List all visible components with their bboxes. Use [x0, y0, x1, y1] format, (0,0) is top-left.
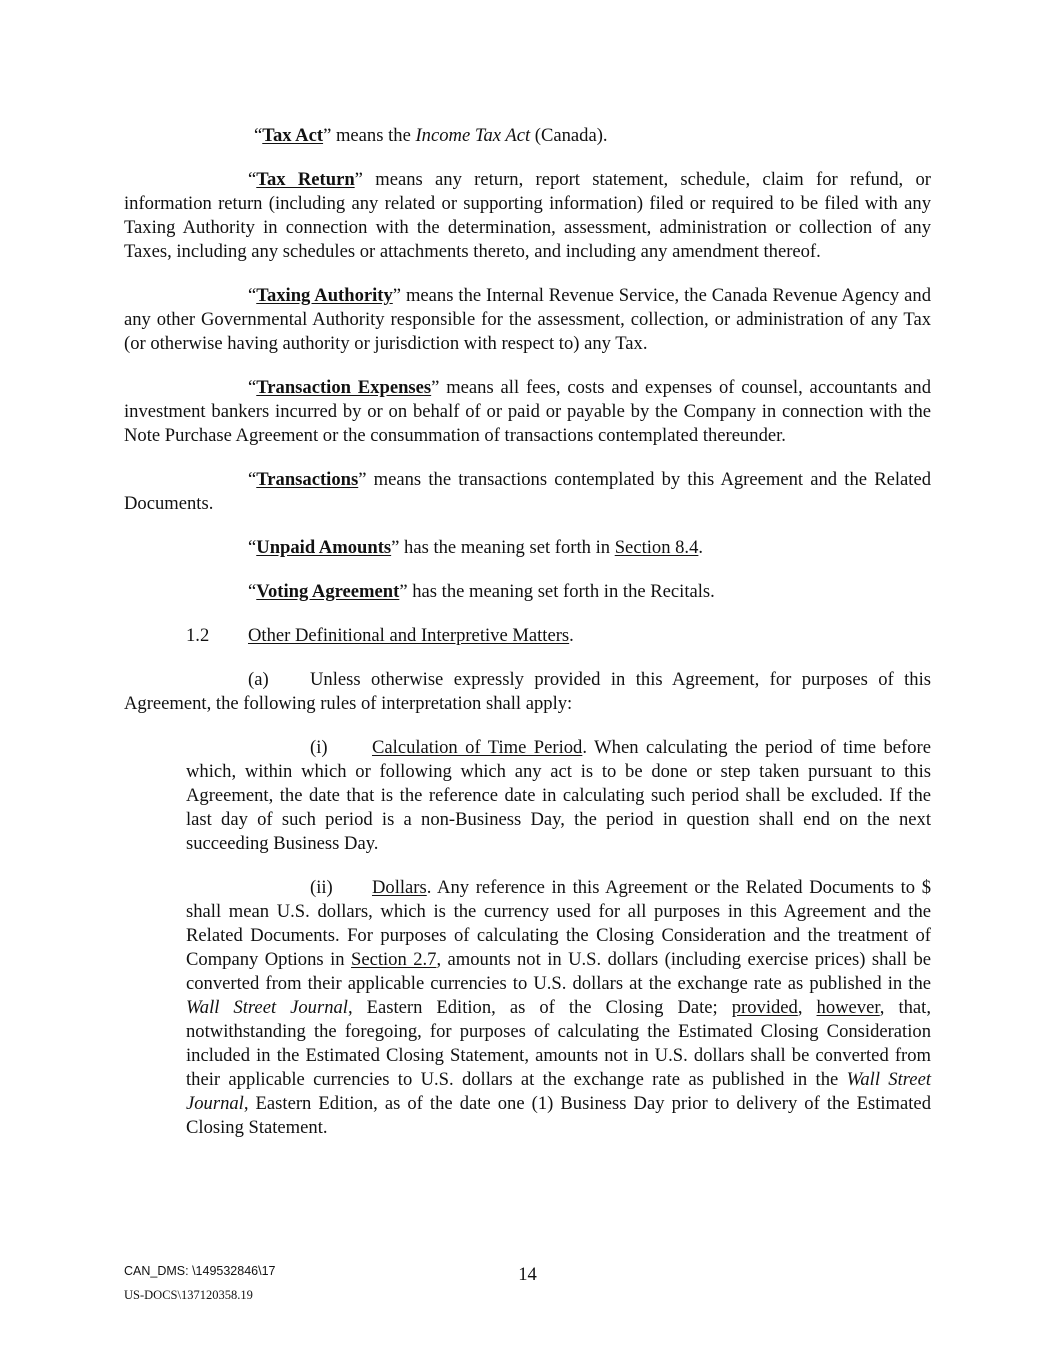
clause-heading: Dollars: [372, 877, 427, 898]
proviso-term: provided: [731, 997, 798, 1018]
subsection-label: (a): [248, 669, 269, 690]
publication-name: Wall Street Journal: [186, 1069, 931, 1114]
definition-tax-act: “Tax Act” means the Income Tax Act (Canada).: [254, 125, 608, 146]
definition-taxing-authority: “Taxing Authority” means the Internal Revenue Service, the Canada Revenue Agency and any other Governmental Authority responsible for the assessment, collection, or administration of any Tax (or otherwise having authority or jurisdiction with respect to) any Tax.: [124, 285, 931, 354]
defined-term: Voting Agreement: [256, 581, 400, 602]
definition-tax-return: “Tax Return” means any return, report statement, schedule, claim for refund, or information return (including any related or supporting information) filed or required to be filed with any Taxing Authority in connection with the determination, assessment, administration or collection of any Taxes, including any schedules or attachments thereto, and including any amendment thereof.: [124, 169, 931, 262]
proviso-term: however: [816, 997, 880, 1018]
document-body: [124, 124, 931, 1140]
definition-transactions: “Transactions” means the transactions contemplated by this Agreement and the Related Documents.: [124, 469, 931, 514]
section-heading-1-2: 1.2 Other Definitional and Interpretive Matters.: [186, 625, 574, 646]
section-title: Other Definitional and Interpretive Matters: [248, 625, 570, 646]
page-number: 14: [518, 1264, 537, 1285]
section-reference-link[interactable]: Section 2.7: [350, 949, 437, 970]
definition-voting-agreement: “Voting Agreement” has the meaning set forth in the Recitals.: [248, 581, 715, 602]
defined-term: Taxing Authority: [256, 285, 393, 306]
section-number: 1.2: [186, 625, 210, 646]
clause-i: (i) Calculation of Time Period. When calculating the period of time before which, within which or following which any act is to be done or step taken pursuant to this Agreement, the date that is the reference date in calculating such period shall be excluded. If the last day of such period is a non-Business Day, the period in question shall end on the next succeeding Business Day.: [186, 737, 931, 854]
defined-term: Tax Act: [262, 125, 324, 146]
clause-ii: (ii) Dollars. Any reference in this Agreement or the Related Documents to $ shall mean U.S. dollars, which is the currency used for all purposes in this Agreement and the Related Documents. For purposes of calculating the Closing Consideration and the treatment of Company Options in Section 2.7, amounts not in U.S. dollars (including exercise prices) shall be converted from their applicable currencies to U.S. dollars at the exchange rate as published in the Wall Street Journal, Eastern Edition, as of the Closing Date; provided, however, that, notwithstanding the foregoing, for purposes of calculating the Estimated Closing Consideration included in the Estimated Closing Statement, amounts not in U.S. dollars shall be converted from their applicable currencies to U.S. dollars at the exchange rate as published in the Wall Street Journal, Eastern Edition, as of the date one (1) Business Day prior to delivery of the Estimated Closing Statement.: [186, 877, 931, 1138]
definition-transaction-expenses: “Transaction Expenses” means all fees, costs and expenses of counsel, accountants and investment bankers incurred by or on behalf of or paid or payable by the Company in connection with the Note Purchase Agreement or the consummation of transactions contemplated thereunder.: [124, 377, 931, 446]
statute-name: Income Tax Act: [415, 125, 531, 146]
definition-unpaid-amounts: “Unpaid Amounts” has the meaning set forth in Section 8.4.: [248, 537, 704, 558]
defined-term: Transactions: [256, 469, 359, 490]
defined-term: Transaction Expenses: [256, 377, 432, 398]
footer-doc-id-primary: CAN_DMS: \149532846\17: [124, 1264, 276, 1278]
footer-doc-id-secondary: US-DOCS\137120358.19: [124, 1288, 253, 1302]
defined-term: Unpaid Amounts: [256, 537, 392, 558]
clause-label: (ii): [310, 877, 333, 898]
publication-name: Wall Street Journal: [186, 997, 348, 1018]
clause-label: (i): [310, 737, 328, 758]
defined-term: Tax Return: [256, 169, 355, 190]
subsection-a: (a) Unless otherwise expressly provided in this Agreement, for purposes of this Agreement, the following rules of interpretation shall apply:: [124, 669, 931, 714]
section-reference-link[interactable]: Section 8.4: [614, 537, 699, 558]
clause-heading: Calculation of Time Period: [372, 737, 583, 758]
